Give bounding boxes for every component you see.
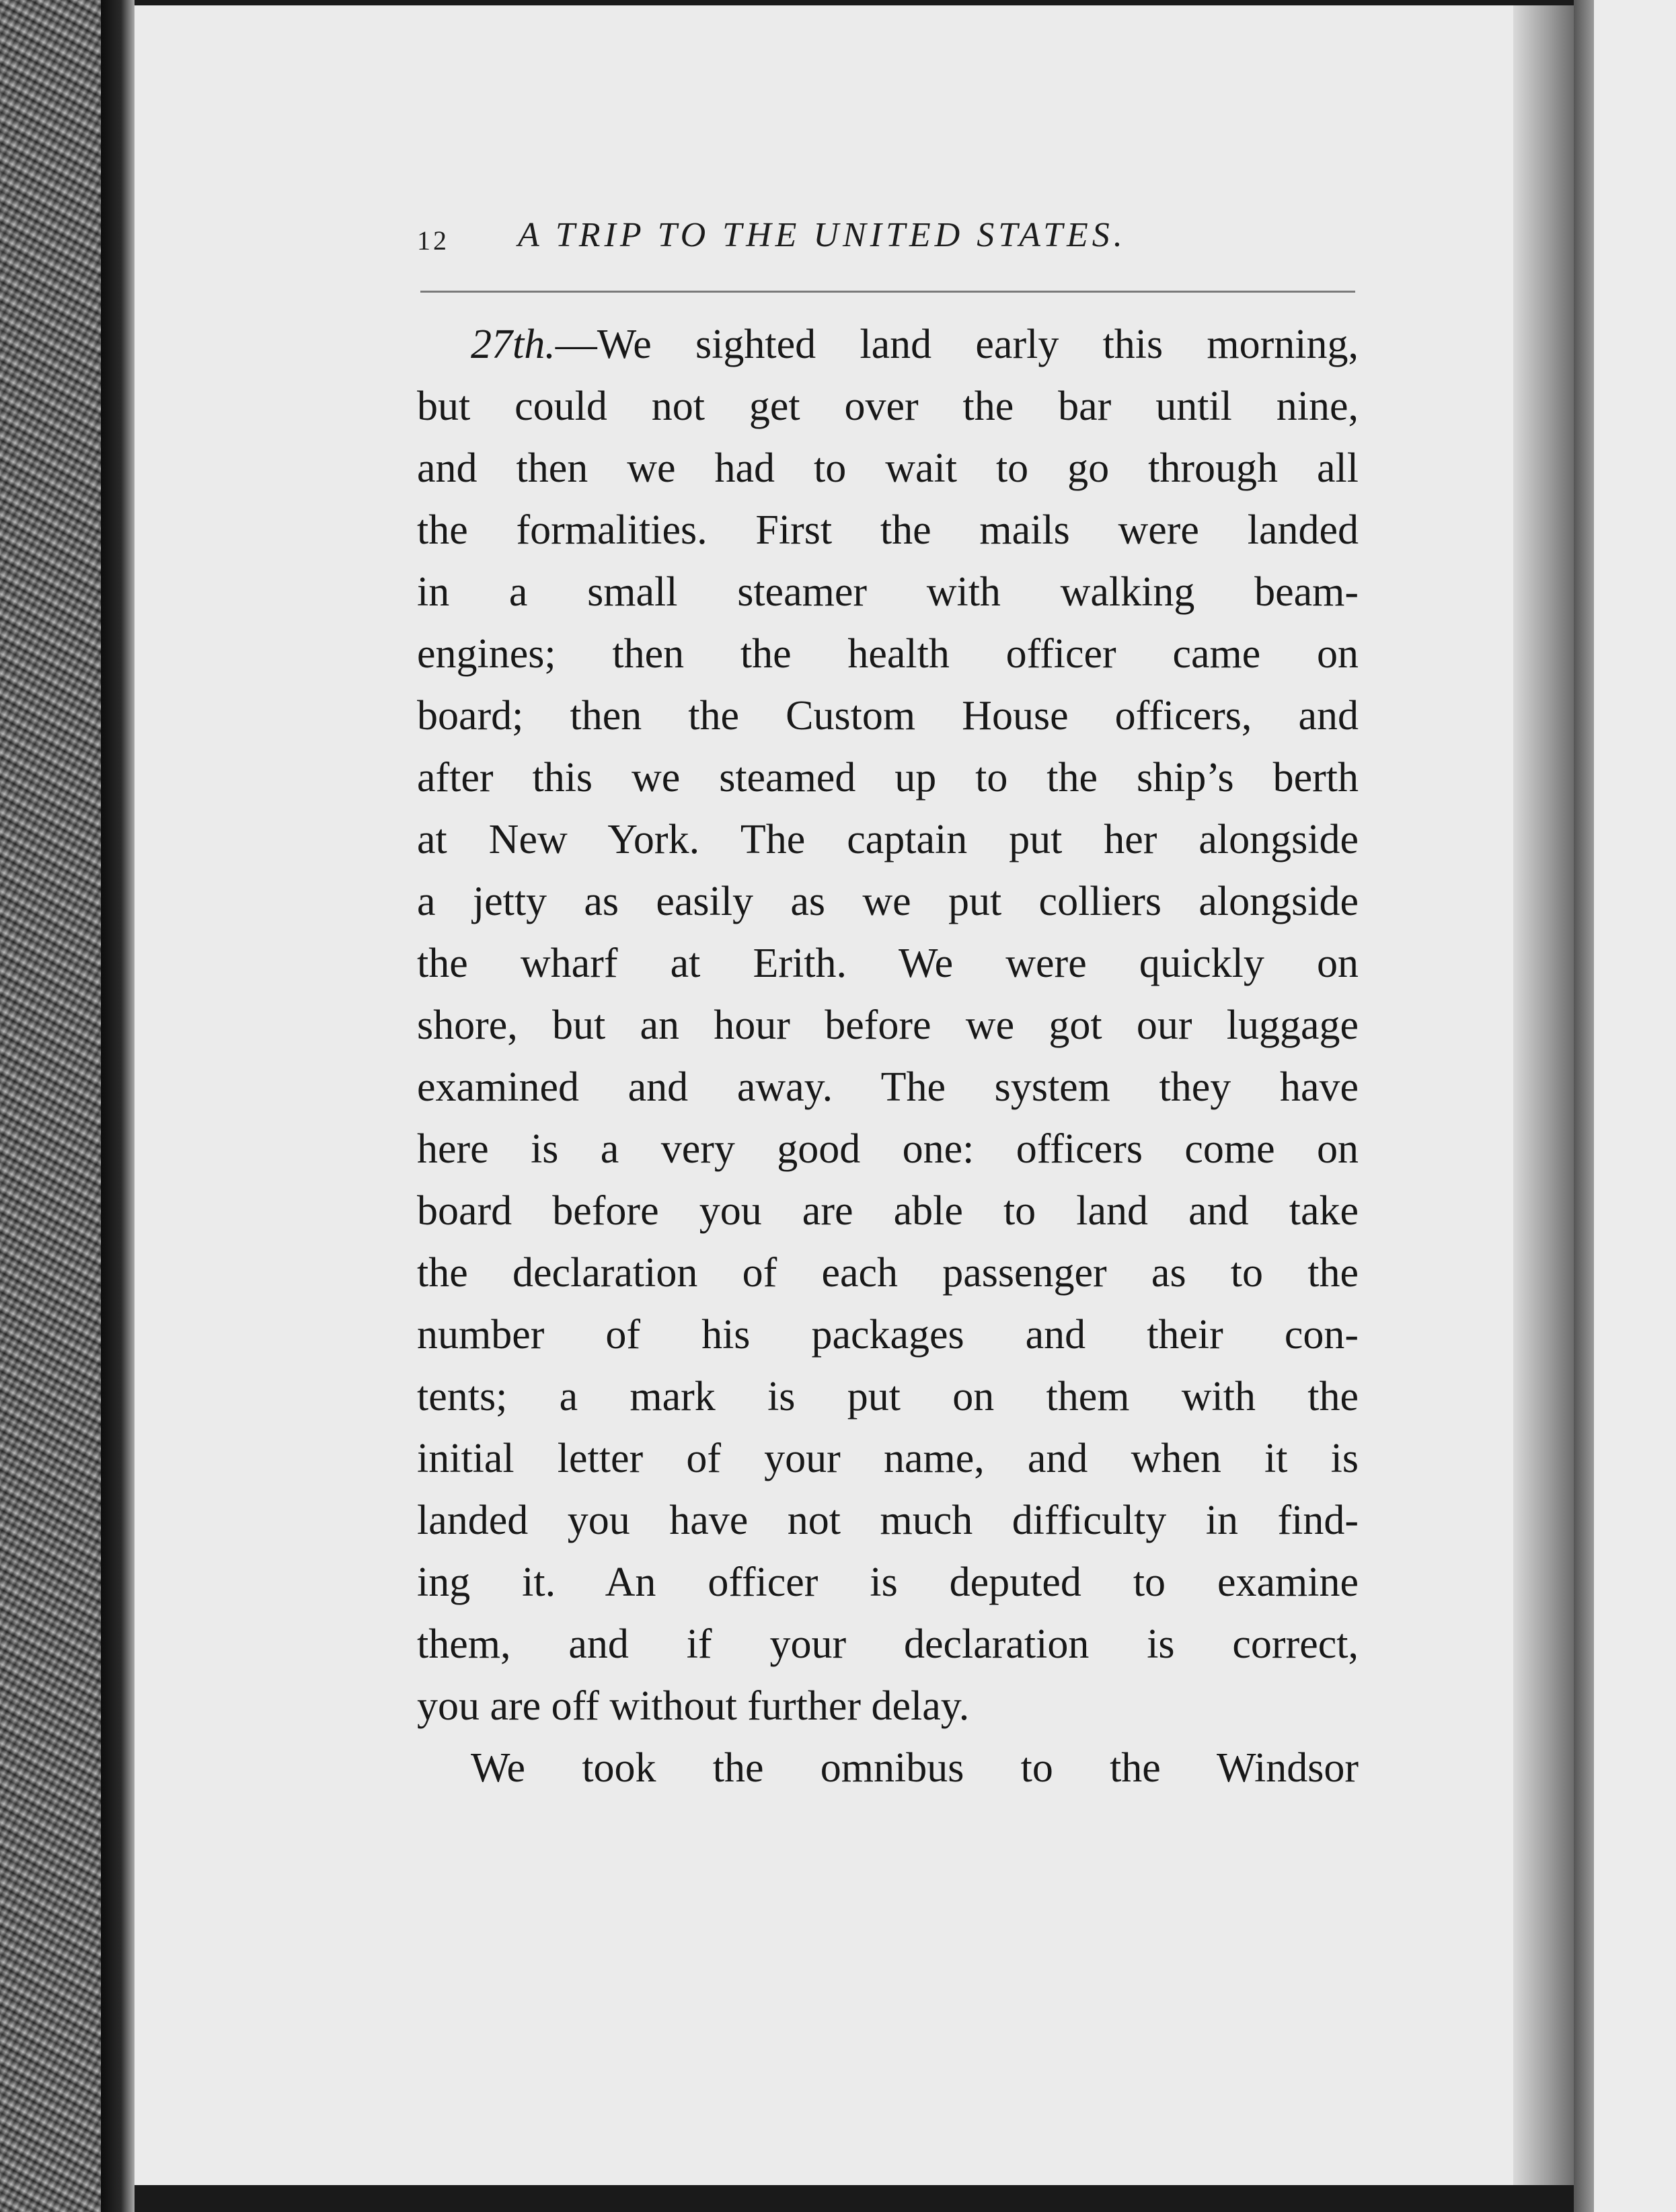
header-rule [420,291,1355,293]
page-number: 12 [417,225,449,256]
page-right-edge-shadow [1513,5,1574,2185]
text-line: board before you are able to land and take [417,1188,1359,1234]
text-line: and then we had to wait to go through all [417,445,1359,491]
text-line: but could not get over the bar until nine, [417,383,1359,429]
text-line: board; then the Custom House officers, and [417,693,1359,739]
text-line: initial letter of your name, and when it is [417,1436,1359,1481]
body-text [417,314,1359,1799]
text-line: them, and if your declaration is correct, [417,1621,1359,1667]
text-line: the wharf at Erith. We were quickly on [417,941,1359,986]
text-line: at New York. The captain put her alongside [417,817,1359,862]
text-line: ing it. An officer is deputed to examine [417,1559,1359,1605]
text-line: after this we steamed up to the ship’s berth [417,755,1359,801]
text-line: examined and away. The system they have [417,1064,1359,1110]
page-header [417,215,1359,269]
running-title: A TRIP TO THE UNITED STATES. [518,216,1127,254]
text-line: engines; then the health officer came on [417,631,1359,677]
text-line: a jetty as easily as we put colliers alongside [417,879,1359,924]
text-line: the formalities. First the mails were landed [417,507,1359,553]
text-line [417,314,1359,375]
text-line: here is a very good one: officers come on [417,1126,1359,1172]
text-line: tents; a mark is put on them with the [417,1374,1359,1420]
text-line: you are off without further delay. [417,1683,970,1729]
book-binding-marbled-edge [0,0,101,2212]
text-line: the declaration of each passenger as to the [417,1250,1359,1296]
date-line-rest: —We sighted land early this morning, [555,322,1359,367]
text-line: shore, but an hour before we got our luggage [417,1002,1359,1048]
page-gutter-shadow [101,0,135,2212]
text-line: in a small steamer with walking beam- [417,569,1359,615]
text-line: We took the omnibus to the Windsor [471,1745,1359,1791]
text-line: number of his packages and their con- [417,1312,1359,1358]
date-lead: 27th. [471,322,556,367]
text-line: landed you have not much difficulty in find- [417,1498,1359,1543]
adjacent-page-edge [1574,0,1676,2212]
